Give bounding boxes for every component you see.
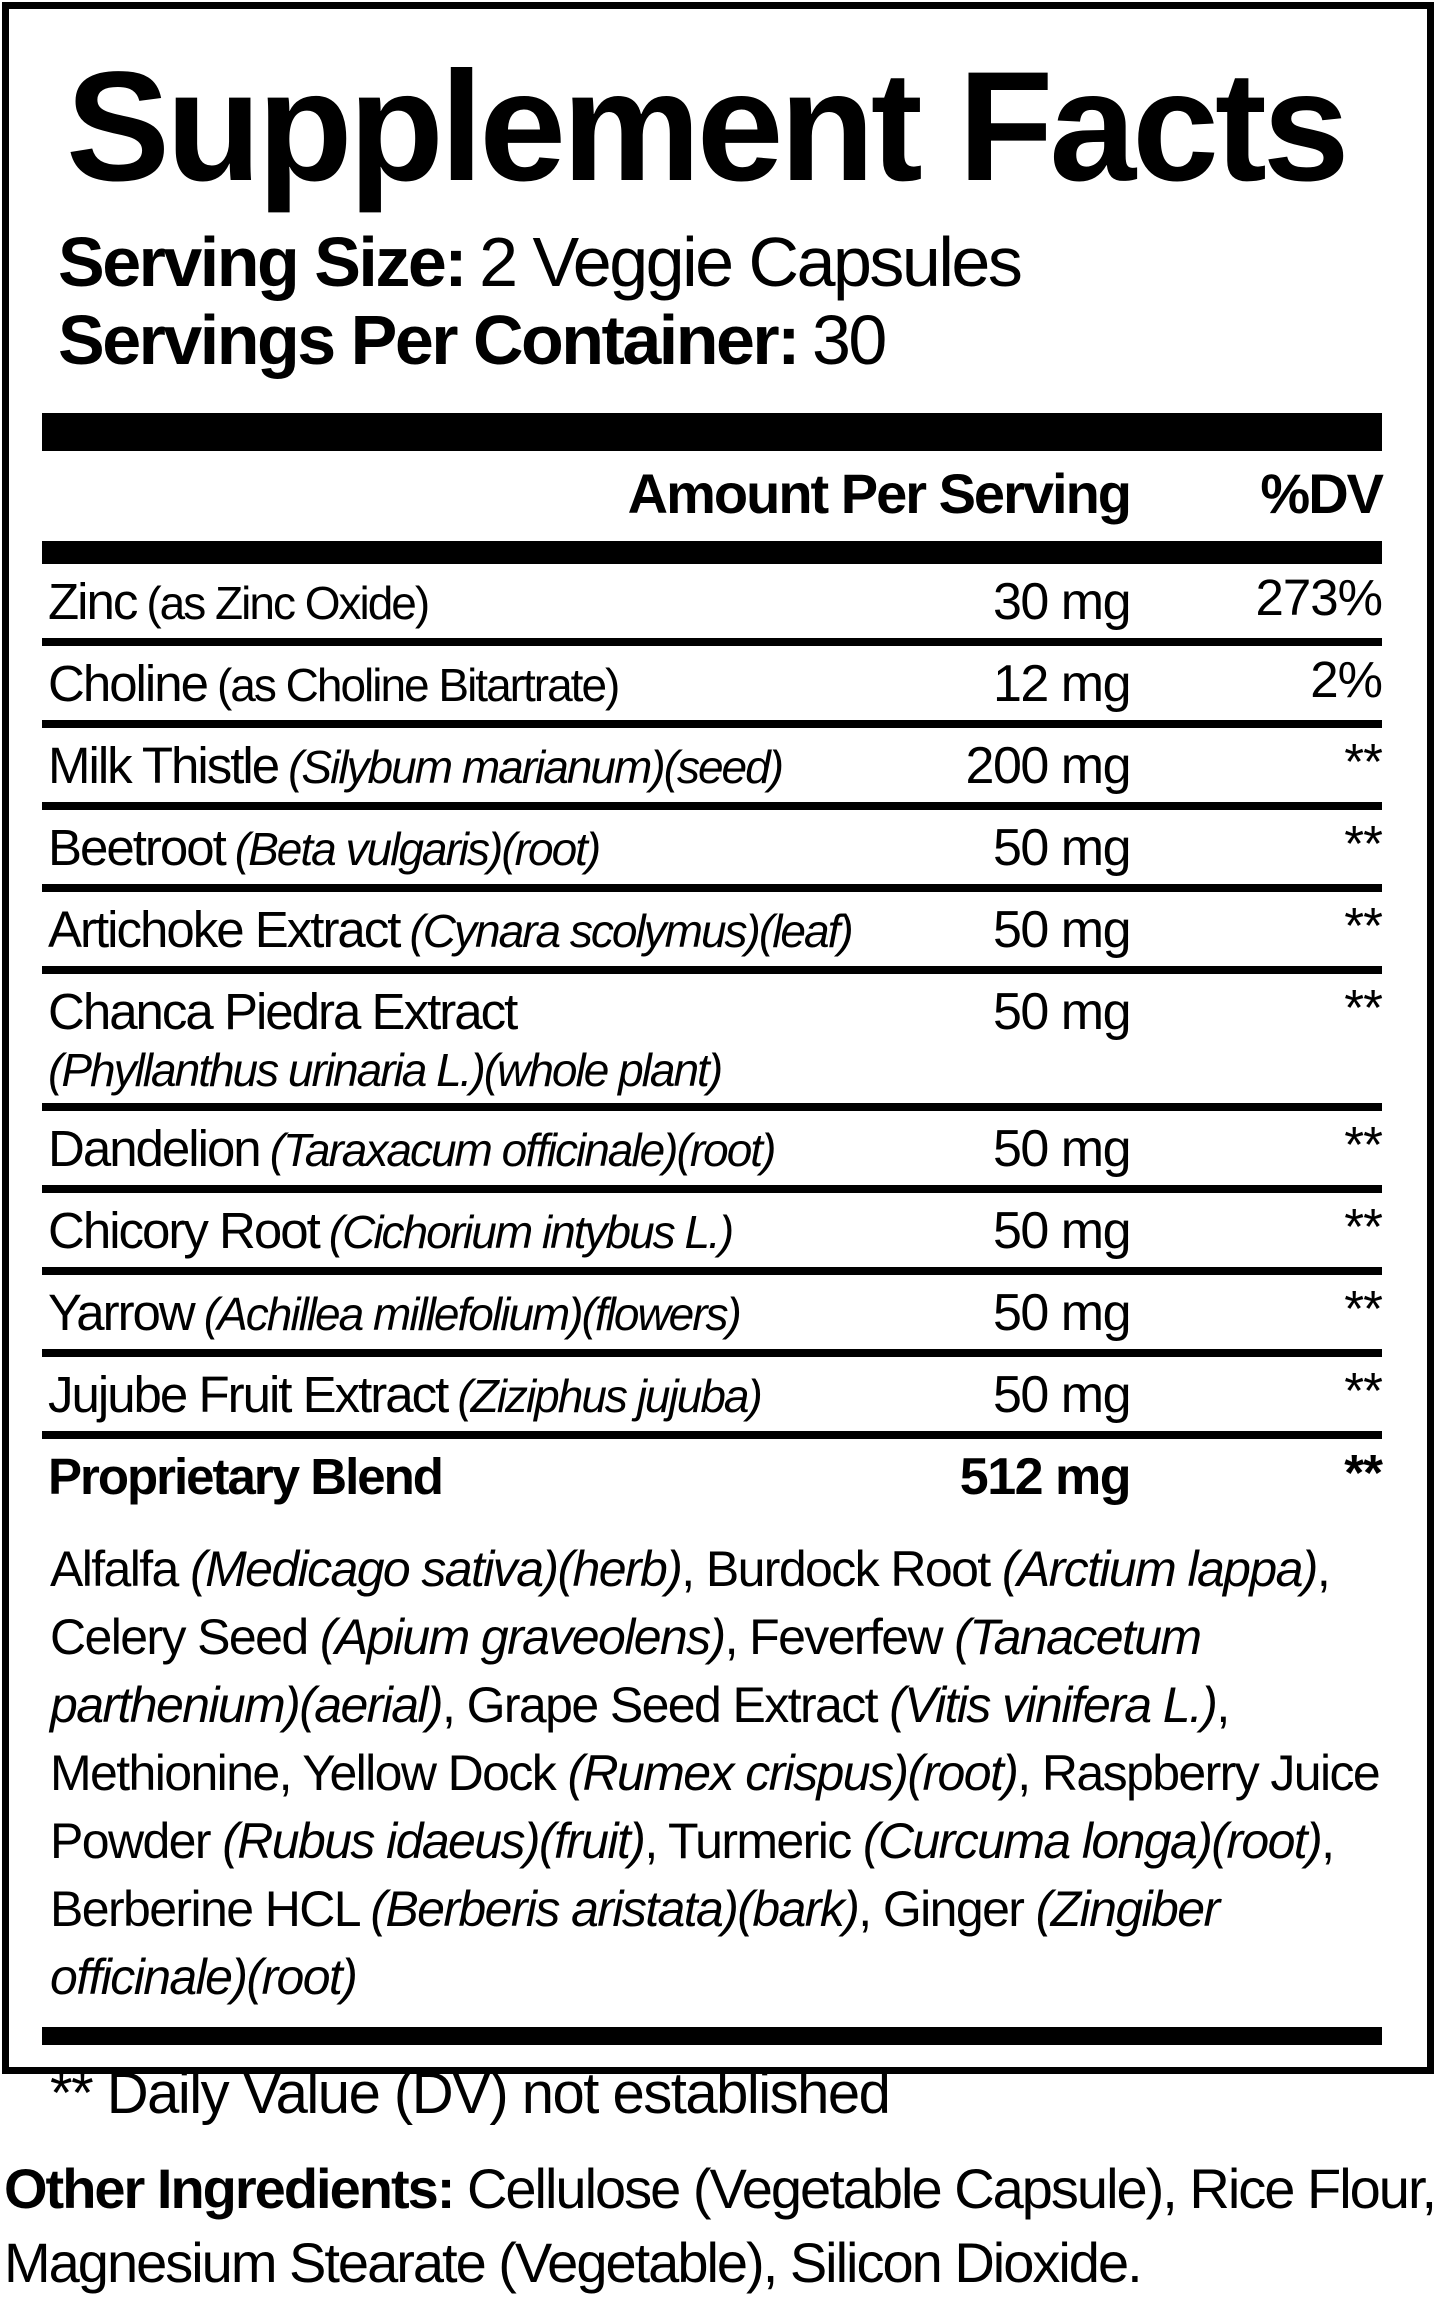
- ingredient-sub-detail: (Phyllanthus urinaria L.)(whole plant): [48, 1044, 722, 1096]
- ingredient-name: Jujube Fruit Extract: [48, 1366, 448, 1423]
- table-row: [42, 638, 1382, 720]
- ingredient-detail: (Cynara scolymus)(leaf): [409, 905, 852, 957]
- ingredient-name: Artichoke Extract: [48, 901, 400, 958]
- dv-value: **: [1344, 1280, 1382, 1337]
- dv-header: %DV: [1260, 462, 1382, 525]
- dv-value: **: [1344, 733, 1382, 790]
- blend-text: , Feverfew: [724, 1609, 955, 1665]
- amount-value: 50 mg: [992, 983, 1130, 1041]
- page-title: Supplement Facts: [66, 40, 1346, 214]
- ingredient-detail: (Beta vulgaris)(root): [234, 823, 600, 875]
- ingredient-name: Beetroot: [48, 819, 225, 876]
- ingredient-name: Chicory Root: [48, 1202, 319, 1259]
- dv-value: **: [1344, 1198, 1382, 1255]
- column-header-row: [42, 463, 1382, 525]
- amount-per-serving-header: Amount Per Serving: [627, 462, 1130, 525]
- ingredient-name-cell: [42, 1365, 900, 1421]
- ingredient-detail: (as Zinc Oxide): [146, 577, 429, 629]
- ingredient-name: Zinc: [48, 573, 137, 630]
- table-row: [42, 884, 1382, 966]
- other-ingredients-text: Cellulose (Vegetable Capsule), Rice Flour, Magnesium Stearate (Vegetable), Silicon Dioxide.: [4, 2157, 1436, 2294]
- amount-value: 12 mg: [992, 655, 1130, 713]
- ingredient-name-cell: [42, 818, 900, 874]
- serving-size-value: 2 Veggie Capsules: [479, 223, 1021, 301]
- other-ingredients-label: Other Ingredients:: [4, 2157, 454, 2220]
- ingredient-name: Proprietary Blend: [48, 1448, 442, 1505]
- blend-text: , Ginger: [858, 1881, 1036, 1937]
- other-ingredients: [4, 2152, 1442, 2300]
- table-row: [42, 1103, 1382, 1185]
- ingredient-name-cell: [42, 736, 900, 792]
- ingredient-name: Choline: [48, 655, 207, 712]
- ingredient-name: Milk Thistle: [48, 737, 279, 794]
- dv-value: **: [1344, 897, 1382, 954]
- amount-value: 512 mg: [959, 1448, 1130, 1506]
- blend-text: , Burdock Root: [681, 1541, 1002, 1597]
- botanical-name: (Vitis vinifera L.): [889, 1677, 1217, 1733]
- table-row: [42, 802, 1382, 884]
- ingredient-detail: (as Choline Bitartrate): [216, 659, 619, 711]
- header-top-bar: [42, 413, 1382, 451]
- botanical-name: (Apium graveolens): [319, 1609, 725, 1665]
- ingredient-rows: [42, 564, 1382, 1513]
- serving-size-line: [58, 223, 1382, 301]
- ingredient-detail: (Taraxacum officinale)(root): [269, 1124, 775, 1176]
- dv-value: **: [1344, 815, 1382, 872]
- header-bottom-bar: [42, 541, 1382, 564]
- dv-value: 273%: [1255, 569, 1382, 626]
- dv-value: 2%: [1310, 651, 1382, 708]
- ingredient-name-cell: [42, 654, 900, 710]
- dv-value: **: [1344, 1116, 1382, 1173]
- botanical-name: (Arctium lappa): [1001, 1541, 1317, 1597]
- ingredient-name-cell: [42, 1201, 900, 1257]
- serving-size-label: Serving Size:: [58, 223, 466, 301]
- amount-value: 50 mg: [992, 819, 1130, 877]
- ingredient-detail: (Cichorium intybus L.): [328, 1206, 733, 1258]
- botanical-name: (Rumex crispus)(root): [567, 1745, 1018, 1801]
- ingredient-name-cell: [42, 1283, 900, 1339]
- amount-value: 50 mg: [992, 901, 1130, 959]
- table-row: [42, 1349, 1382, 1431]
- blend-text: Alfalfa: [50, 1541, 191, 1597]
- ingredient-name-cell: [42, 572, 900, 628]
- dv-value: **: [1344, 1362, 1382, 1419]
- ingredient-name: Chanca Piedra Extract: [48, 983, 517, 1040]
- table-row: [42, 720, 1382, 802]
- ingredient-name: Yarrow: [48, 1284, 194, 1341]
- ingredient-name-cell: [42, 1119, 900, 1175]
- amount-value: 30 mg: [992, 573, 1130, 631]
- servings-per-container-value: 30: [811, 301, 885, 379]
- blend-text: , Celery Seed: [50, 1541, 1330, 1665]
- ingredient-detail: (Ziziphus jujuba): [457, 1370, 761, 1422]
- servings-per-container-label: Servings Per Container:: [58, 301, 798, 379]
- blend-text: , Turmeric: [644, 1813, 863, 1869]
- blend-text: , Methionine, Yellow Dock: [50, 1677, 1229, 1801]
- blend-text: , Berberine HCL: [50, 1813, 1334, 1937]
- table-row: [42, 966, 1382, 1103]
- ingredient-name-cell: [42, 982, 900, 1096]
- amount-value: 200 mg: [965, 737, 1130, 795]
- table-row: [42, 1267, 1382, 1349]
- table-row: [42, 1185, 1382, 1267]
- botanical-name: (Curcuma longa)(root): [862, 1813, 1322, 1869]
- ingredient-name-cell: [42, 900, 900, 956]
- amount-value: 50 mg: [992, 1120, 1130, 1178]
- botanical-name: (Berberis aristata)(bark): [370, 1881, 859, 1937]
- amount-value: 50 mg: [992, 1366, 1130, 1424]
- daily-value-footnote: ** Daily Value (DV) not established: [50, 2061, 890, 2126]
- botanical-name: (Zingiber officinale)(root): [50, 1881, 1219, 2005]
- ingredient-detail: (Achillea millefolium)(flowers): [203, 1288, 740, 1340]
- dv-value: **: [1344, 1444, 1382, 1501]
- botanical-name: (Medicago sativa)(herb): [190, 1541, 682, 1597]
- amount-value: 50 mg: [992, 1284, 1130, 1342]
- footnote-bar: [42, 2027, 1382, 2045]
- blend-text: , Raspberry Juice Powder: [50, 1745, 1380, 1869]
- botanical-name: (Rubus idaeus)(fruit): [222, 1813, 645, 1869]
- amount-value: 50 mg: [992, 1202, 1130, 1260]
- ingredient-detail: (Silybum marianum)(seed): [288, 741, 783, 793]
- ingredient-name-cell: [42, 1447, 900, 1503]
- dv-value: **: [1344, 979, 1382, 1036]
- supplement-facts-panel: [2, 2, 1434, 2126]
- blend-text: , Grape Seed Extract: [442, 1677, 890, 1733]
- table-row: [42, 1431, 1382, 1513]
- ingredient-name: Dandelion: [48, 1120, 260, 1177]
- proprietary-blend-ingredients: [50, 1535, 1382, 2011]
- botanical-name: (Tanacetum parthenium)(aerial): [50, 1609, 1201, 1733]
- table-row: [42, 564, 1382, 638]
- servings-per-container-line: [58, 301, 1382, 379]
